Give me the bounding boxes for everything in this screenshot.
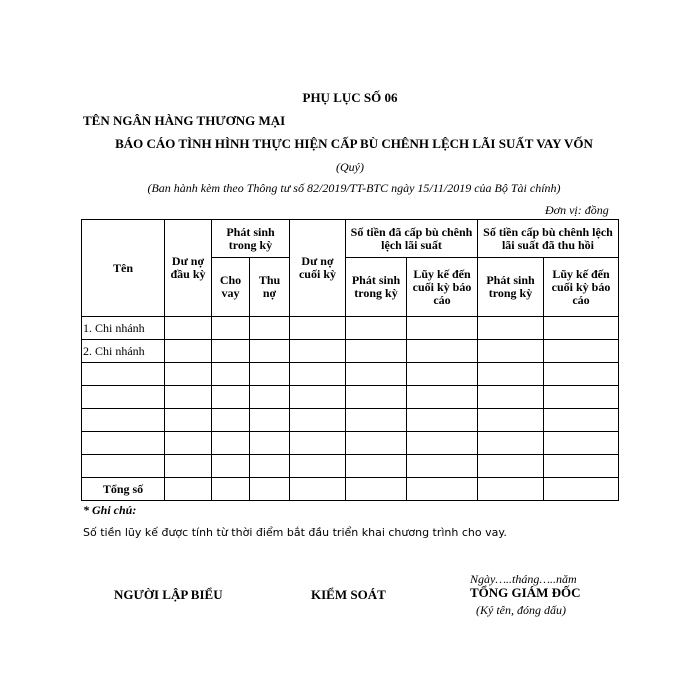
- appendix-number: PHỤ LỤC SỐ 06: [302, 90, 398, 105]
- value-cell[interactable]: [212, 363, 250, 386]
- value-cell[interactable]: [290, 455, 346, 478]
- table-row: [82, 340, 619, 363]
- value-cell[interactable]: [346, 363, 407, 386]
- value-cell[interactable]: [407, 455, 478, 478]
- table-row: [82, 409, 619, 432]
- row-name-cell[interactable]: 1. Chi nhánh: [82, 317, 165, 340]
- value-cell[interactable]: [165, 386, 212, 409]
- value-cell[interactable]: [165, 340, 212, 363]
- value-cell[interactable]: [212, 432, 250, 455]
- value-cell[interactable]: [212, 386, 250, 409]
- value-cell[interactable]: [346, 386, 407, 409]
- col-header-recovered: Số tiền cấp bù chênh lệch lãi suất đã thu hồi: [478, 220, 619, 258]
- signature-director-note: (Ký tên, đóng dấu): [476, 603, 566, 617]
- value-cell[interactable]: [212, 317, 250, 340]
- col-header-collect: Thu nợ: [250, 258, 290, 317]
- signature-director: TỔNG GIÁM ĐỐC: [470, 585, 581, 600]
- value-cell[interactable]: [250, 432, 290, 455]
- value-cell[interactable]: [478, 317, 544, 340]
- row-name-cell[interactable]: Tổng số: [82, 478, 165, 501]
- value-cell[interactable]: [165, 363, 212, 386]
- value-cell[interactable]: [544, 478, 619, 501]
- value-cell[interactable]: [478, 478, 544, 501]
- value-cell[interactable]: [544, 455, 619, 478]
- value-cell[interactable]: [290, 340, 346, 363]
- col-header-closing-balance: Dư nợ cuối kỳ: [290, 220, 346, 317]
- value-cell[interactable]: [165, 455, 212, 478]
- value-cell[interactable]: [346, 432, 407, 455]
- row-name-cell[interactable]: [82, 363, 165, 386]
- col-header-recovered-cumulative: Lũy kế đến cuối kỳ báo cáo: [544, 258, 619, 317]
- report-table: [81, 219, 619, 501]
- value-cell[interactable]: [290, 478, 346, 501]
- value-cell[interactable]: [478, 340, 544, 363]
- col-header-granted: Số tiền đã cấp bù chênh lệch lãi suất: [346, 220, 478, 258]
- value-cell[interactable]: [250, 386, 290, 409]
- row-name-cell[interactable]: [82, 409, 165, 432]
- value-cell[interactable]: [165, 317, 212, 340]
- value-cell[interactable]: [165, 409, 212, 432]
- value-cell[interactable]: [290, 363, 346, 386]
- report-period: (Quý): [336, 160, 364, 174]
- value-cell[interactable]: [407, 478, 478, 501]
- value-cell[interactable]: [544, 340, 619, 363]
- value-cell[interactable]: [346, 409, 407, 432]
- notes-title: * Ghi chú:: [83, 503, 137, 517]
- value-cell[interactable]: [250, 317, 290, 340]
- value-cell[interactable]: [407, 340, 478, 363]
- col-header-opening-balance: Dư nợ đầu kỳ: [165, 220, 212, 317]
- value-cell[interactable]: [407, 317, 478, 340]
- value-cell[interactable]: [478, 363, 544, 386]
- col-header-granted-cumulative: Lũy kế đến cuối kỳ báo cáo: [407, 258, 478, 317]
- value-cell[interactable]: [290, 386, 346, 409]
- value-cell[interactable]: [544, 317, 619, 340]
- value-cell[interactable]: [407, 432, 478, 455]
- report-title: BÁO CÁO TÌNH HÌNH THỰC HIỆN CẤP BÙ CHÊNH LỆCH LÃI SUẤT VAY VỐN: [115, 136, 593, 151]
- value-cell[interactable]: [290, 317, 346, 340]
- col-header-lend: Cho vay: [212, 258, 250, 317]
- signature-controller: KIỂM SOÁT: [311, 587, 386, 602]
- value-cell[interactable]: [478, 455, 544, 478]
- col-header-incurred: Phát sinh trong kỳ: [212, 220, 290, 258]
- date-line: Ngày…..tháng…..năm: [470, 572, 577, 586]
- value-cell[interactable]: [250, 363, 290, 386]
- row-name-cell[interactable]: 2. Chi nhánh: [82, 340, 165, 363]
- value-cell[interactable]: [544, 386, 619, 409]
- table-row: [82, 386, 619, 409]
- value-cell[interactable]: [544, 363, 619, 386]
- value-cell[interactable]: [212, 409, 250, 432]
- table-row: [82, 455, 619, 478]
- value-cell[interactable]: [478, 386, 544, 409]
- table-row: [82, 363, 619, 386]
- value-cell[interactable]: [165, 432, 212, 455]
- table-row: [82, 317, 619, 340]
- value-cell[interactable]: [290, 409, 346, 432]
- signature-creator: NGƯỜI LẬP BIỂU: [114, 587, 223, 602]
- issued-by: (Ban hành kèm theo Thông tư số 82/2019/TT-BTC ngày 15/11/2019 của Bộ Tài chính): [147, 181, 561, 195]
- value-cell[interactable]: [346, 455, 407, 478]
- value-cell[interactable]: [250, 409, 290, 432]
- value-cell[interactable]: [346, 340, 407, 363]
- value-cell[interactable]: [407, 363, 478, 386]
- value-cell[interactable]: [212, 340, 250, 363]
- value-cell[interactable]: [544, 409, 619, 432]
- row-name-cell[interactable]: [82, 455, 165, 478]
- value-cell[interactable]: [346, 317, 407, 340]
- col-header-recovered-incurred: Phát sinh trong kỳ: [478, 258, 544, 317]
- value-cell[interactable]: [407, 409, 478, 432]
- value-cell[interactable]: [478, 409, 544, 432]
- value-cell[interactable]: [290, 432, 346, 455]
- col-header-name: Tên: [82, 220, 165, 317]
- value-cell[interactable]: [407, 386, 478, 409]
- value-cell[interactable]: [250, 455, 290, 478]
- value-cell[interactable]: [346, 478, 407, 501]
- value-cell[interactable]: [544, 432, 619, 455]
- notes-text: Số tiền lũy kế được tính từ thời điểm bắt đầu triển khai chương trình cho vay.: [83, 526, 507, 539]
- col-header-granted-incurred: Phát sinh trong kỳ: [346, 258, 407, 317]
- currency-unit: Đơn vị: đồng: [545, 203, 609, 217]
- value-cell[interactable]: [212, 455, 250, 478]
- value-cell[interactable]: [478, 432, 544, 455]
- value-cell[interactable]: [250, 478, 290, 501]
- total-row: [82, 478, 619, 501]
- value-cell[interactable]: [212, 478, 250, 501]
- value-cell[interactable]: [250, 340, 290, 363]
- table-row: [82, 432, 619, 455]
- bank-name: TÊN NGÂN HÀNG THƯƠNG MẠI: [83, 113, 286, 128]
- value-cell[interactable]: [165, 478, 212, 501]
- row-name-cell[interactable]: [82, 432, 165, 455]
- row-name-cell[interactable]: [82, 386, 165, 409]
